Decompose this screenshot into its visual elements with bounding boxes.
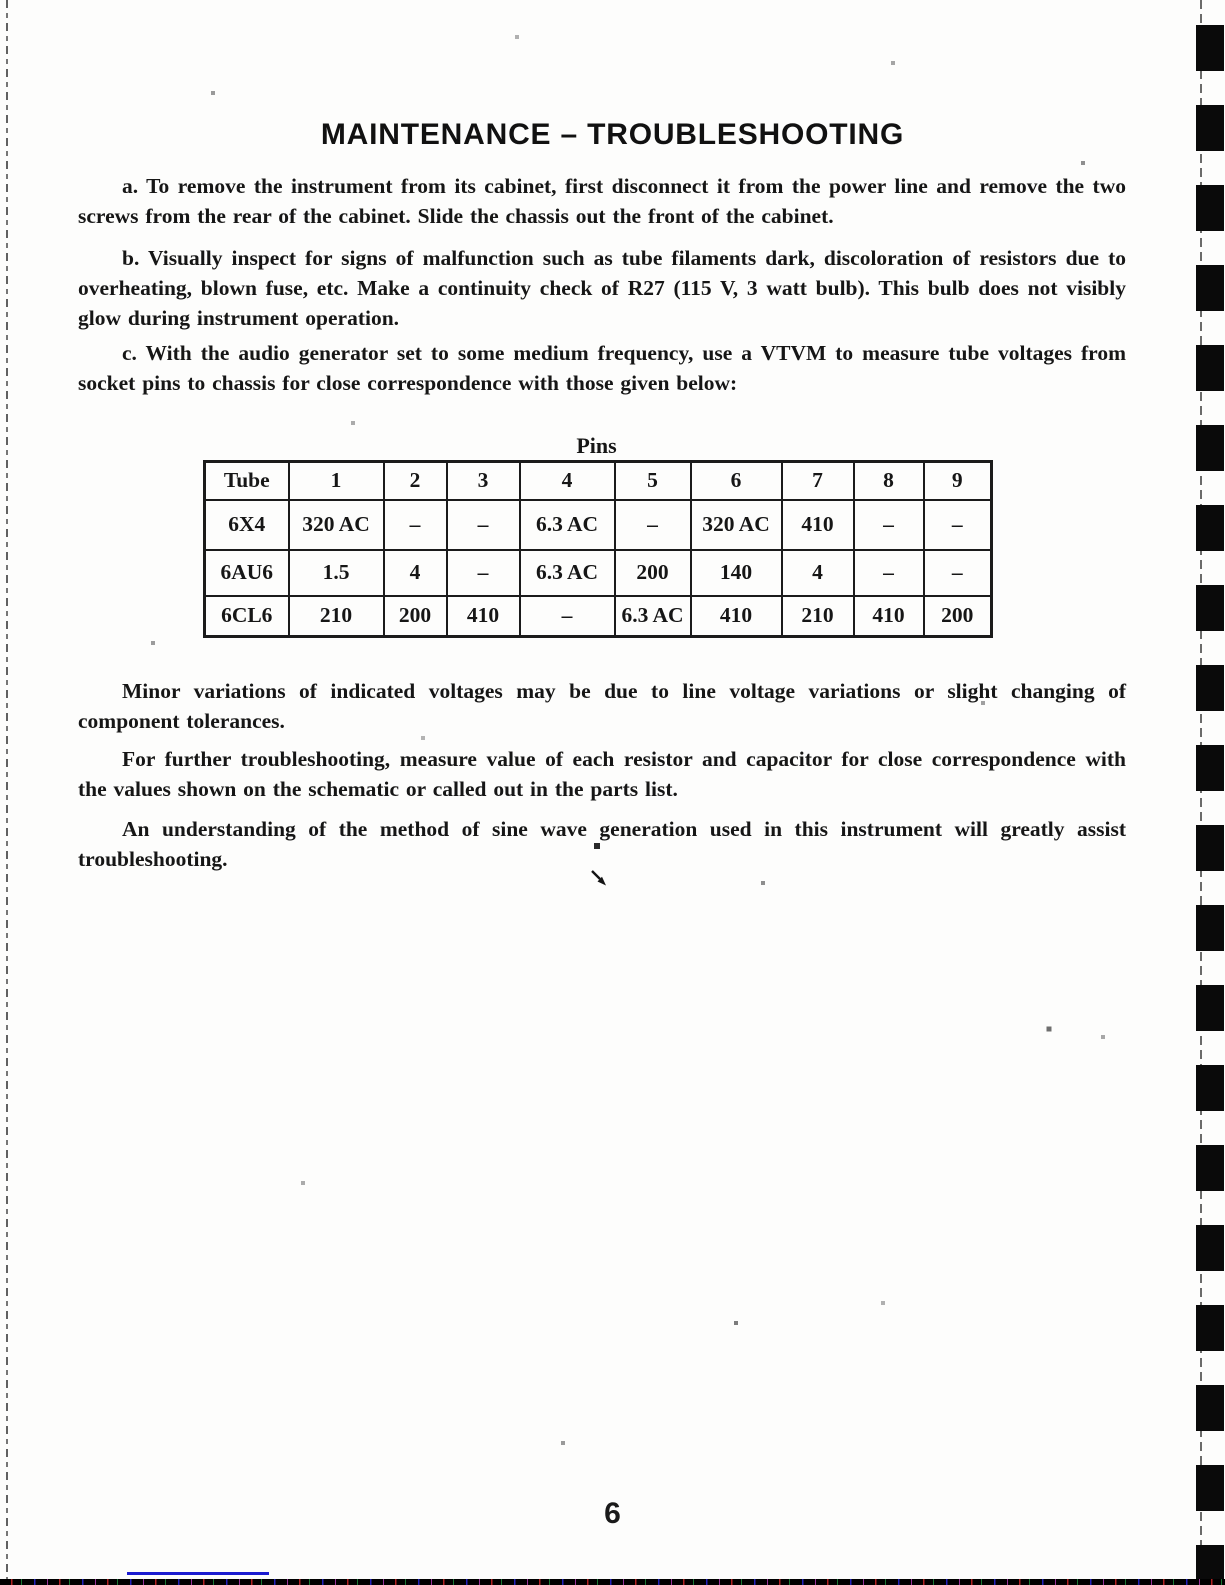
table-header-row xyxy=(205,462,992,500)
page-title: MAINTENANCE – TROUBLESHOOTING xyxy=(320,118,905,151)
pin-value: 410 xyxy=(691,596,782,637)
tube-name: 6X4 xyxy=(205,500,289,550)
pin-value: – xyxy=(854,500,924,550)
pin-value: – xyxy=(615,500,691,550)
column-header-pin8: 8 xyxy=(854,462,924,500)
pin-value: – xyxy=(520,596,615,637)
pin-value: 410 xyxy=(447,596,520,637)
column-header-pin1: 1 xyxy=(289,462,384,500)
pin-value: 410 xyxy=(782,500,854,550)
table-row-6au6 xyxy=(205,550,992,596)
pin-value: – xyxy=(447,550,520,596)
pin-value: 6.3 AC xyxy=(615,596,691,637)
tube-voltage-table xyxy=(203,460,993,638)
pin-value: – xyxy=(924,550,992,596)
tube-name: 6CL6 xyxy=(205,596,289,637)
pin-value: 200 xyxy=(924,596,992,637)
tube-name: 6AU6 xyxy=(205,550,289,596)
column-header-tube: Tube xyxy=(205,462,289,500)
column-header-pin3: 3 xyxy=(447,462,520,500)
pin-value: 210 xyxy=(289,596,384,637)
pin-value: 320 AC xyxy=(691,500,782,550)
pin-value: – xyxy=(924,500,992,550)
pin-value: – xyxy=(854,550,924,596)
pin-value: 320 AC xyxy=(289,500,384,550)
paragraph-further-troubleshooting: For further troubleshooting, measure value of each resistor and capacitor for close correspondence with the values shown on the schematic or called out in the parts list. xyxy=(78,747,1126,801)
column-header-pin9: 9 xyxy=(924,462,992,500)
scan-noise-specks xyxy=(0,0,2,2)
scan-blue-underline xyxy=(127,1572,269,1575)
column-header-pin2: 2 xyxy=(384,462,447,500)
column-header-pin6: 6 xyxy=(691,462,782,500)
pin-value: – xyxy=(384,500,447,550)
paragraph-minor-variations: Minor variations of indicated voltages may be due to line voltage variations or slight changing of component tolerances. xyxy=(78,679,1126,733)
stray-ink-mark xyxy=(589,868,609,888)
table-caption-pins: Pins xyxy=(576,433,617,458)
pin-value: 410 xyxy=(854,596,924,637)
scan-bottom-edge xyxy=(0,1579,1225,1585)
table-row-6x4 xyxy=(205,500,992,550)
paragraph-sine-wave-understanding: An understanding of the method of sine wave generation used in this instrument will greatly assist troubleshooting. xyxy=(78,817,1126,871)
paragraph-visual-inspect: b. Visually inspect for signs of malfunction such as tube filaments dark, discoloration of resistors due to overheating, blown fuse, etc. Make a continuity check of R27 (115 V, 3 watt bulb). This bulb does not visibly glow during instrument operation. xyxy=(78,246,1126,330)
pin-value: 200 xyxy=(384,596,447,637)
pin-value: 1.5 xyxy=(289,550,384,596)
binding-marks xyxy=(1196,0,1224,1585)
column-header-pin7: 7 xyxy=(782,462,854,500)
column-header-pin5: 5 xyxy=(615,462,691,500)
page-number: 6 xyxy=(604,1497,621,1530)
pin-value: 4 xyxy=(782,550,854,596)
paragraph-vtvm-measure: c. With the audio generator set to some medium frequency, use a VTVM to measure tube voltages from socket pins to chassis for close correspondence with those given below: xyxy=(78,341,1126,395)
pin-value: 6.3 AC xyxy=(520,500,615,550)
table-row-6cl6 xyxy=(205,596,992,637)
pin-value: 140 xyxy=(691,550,782,596)
pin-value: 200 xyxy=(615,550,691,596)
column-header-pin4: 4 xyxy=(520,462,615,500)
pin-value: 6.3 AC xyxy=(520,550,615,596)
pin-value: 210 xyxy=(782,596,854,637)
pin-value: 4 xyxy=(384,550,447,596)
scan-left-edge-line xyxy=(6,0,8,1585)
paragraph-remove-instrument: a. To remove the instrument from its cabinet, first disconnect it from the power line and remove the two screws from the rear of the cabinet. Slide the chassis out the front of the cabinet. xyxy=(78,174,1126,228)
pin-value: – xyxy=(447,500,520,550)
